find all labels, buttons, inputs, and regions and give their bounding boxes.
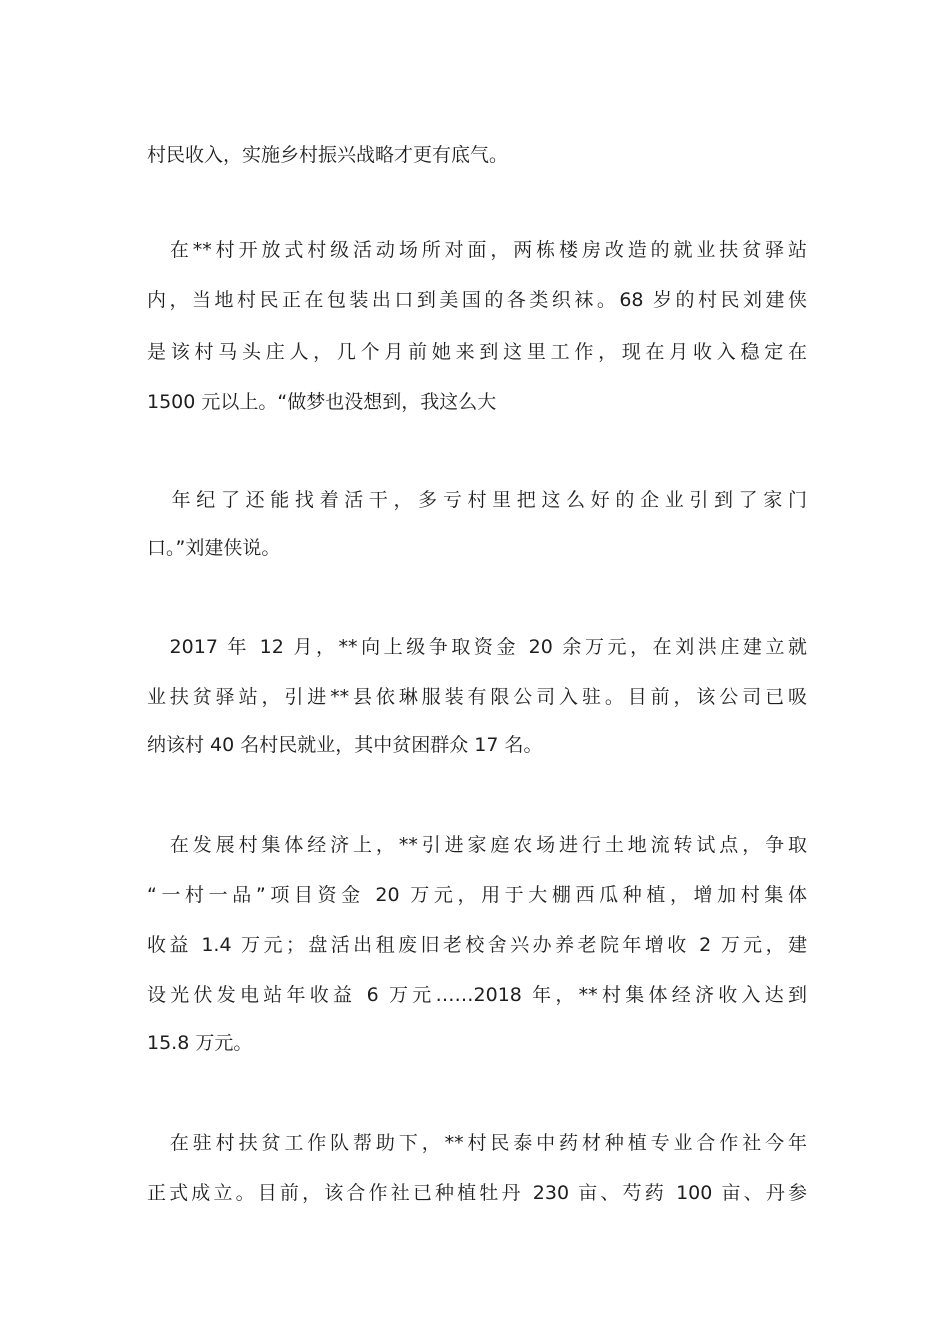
paragraph-line: 收益 1.4 万元；盘活出租废旧老校舍兴办养老院年增收 2 万元，建	[147, 934, 807, 956]
paragraph-line: 在**村开放式村级活动场所对面，两栋楼房改造的就业扶贫驿站	[147, 239, 807, 261]
paragraph-line: 村民收入，实施乡村振兴战略才更有底气。	[147, 144, 509, 166]
paragraph-line: 2017 年 12 月，**向上级争取资金 20 余万元，在刘洪庄建立就	[147, 636, 807, 658]
paragraph-line: 口。”刘建侠说。	[147, 537, 281, 559]
paragraph-line: 纳该村 40 名村民就业，其中贫困群众 17 名。	[147, 734, 543, 756]
paragraph-line: 15.8 万元。	[147, 1032, 253, 1054]
paragraph-line: “一村一品”项目资金 20 万元，用于大棚西瓜种植，增加村集体	[147, 884, 807, 906]
paragraph-line: 设光伏发电站年收益 6 万元……2018 年，**村集体经济收入达到	[147, 984, 807, 1006]
paragraph-line: 年纪了还能找着活干，多亏村里把这么好的企业引到了家门	[147, 489, 807, 511]
paragraph-line: 业扶贫驿站，引进**县依琳服装有限公司入驻。目前，该公司已吸	[147, 686, 807, 708]
paragraph-line: 正式成立。目前，该合作社已种植牡丹 230 亩、芍药 100 亩、丹参	[147, 1182, 807, 1204]
paragraph-line: 在发展村集体经济上，**引进家庭农场进行土地流转试点，争取	[147, 834, 807, 856]
paragraph-line: 是该村马头庄人，几个月前她来到这里工作，现在月收入稳定在	[147, 341, 807, 363]
paragraph-line: 内，当地村民正在包装出口到美国的各类织袜。68 岁的村民刘建侠	[147, 289, 807, 311]
paragraph-line: 在驻村扶贫工作队帮助下，**村民泰中药材种植专业合作社今年	[147, 1132, 807, 1154]
paragraph-line: 1500 元以上。“做梦也没想到，我这么大	[147, 391, 497, 413]
